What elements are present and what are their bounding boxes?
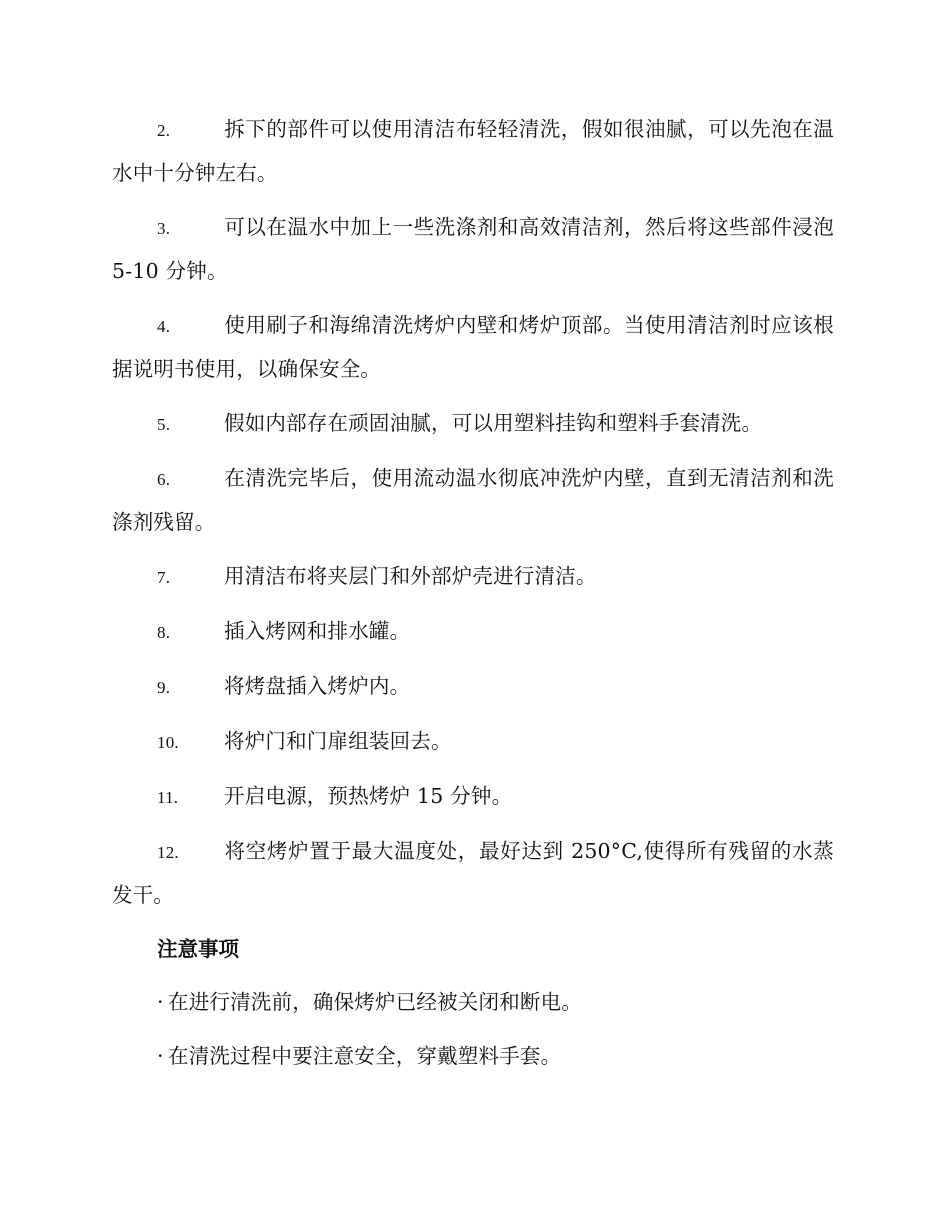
bullet-icon: · <box>157 1044 164 1068</box>
step-number: 6. <box>157 470 171 489</box>
note-item <box>157 1035 834 1078</box>
step-text: 可以在温水中加上一些洗涤剂和高效清洁剂，然后将这些部件浸泡 5-10 分钟。 <box>112 215 834 283</box>
step-number: 9. <box>157 678 171 697</box>
step-number: 12. <box>157 843 179 862</box>
step-text: 插入烤网和排水罐。 <box>224 619 411 643</box>
note-text: 在进行清洗前，确保烤炉已经被关闭和断电。 <box>168 990 582 1014</box>
step-number: 5. <box>157 415 171 434</box>
step-number: 8. <box>157 623 171 642</box>
document-body <box>112 108 834 1089</box>
step-text: 在清洗完毕后，使用流动温水彻底冲洗炉内壁，直到无清洁剂和洗涤剂残留。 <box>112 466 834 534</box>
step-item <box>112 610 834 654</box>
step-text: 将炉门和门扉组装回去。 <box>224 729 452 753</box>
note-text: 在清洗过程中要注意安全，穿戴塑料手套。 <box>168 1044 562 1068</box>
step-text: 将烤盘插入烤炉内。 <box>224 674 411 698</box>
step-item <box>112 402 834 446</box>
step-item <box>112 206 834 293</box>
step-item <box>112 457 834 544</box>
step-item <box>112 665 834 709</box>
notes-heading: 注意事项 <box>157 937 239 961</box>
step-item <box>112 108 834 195</box>
step-item <box>112 304 834 391</box>
note-item <box>157 981 834 1024</box>
step-text: 使用刷子和海绵清洗烤炉内壁和烤炉顶部。当使用清洁剂时应该根据说明书使用，以确保安全。 <box>112 313 834 381</box>
step-item <box>112 555 834 599</box>
step-number: 10. <box>157 733 179 752</box>
step-text: 用清洁布将夹层门和外部炉壳进行清洁。 <box>224 564 597 588</box>
bullet-icon: · <box>157 990 164 1014</box>
step-text: 开启电源，预热烤炉 15 分钟。 <box>224 784 513 808</box>
step-number: 7. <box>157 568 171 587</box>
step-number: 11. <box>157 788 179 807</box>
step-number: 3. <box>157 219 171 238</box>
step-text: 拆下的部件可以使用清洁布轻轻清洗，假如很油腻，可以先泡在温水中十分钟左右。 <box>112 117 834 185</box>
step-item <box>112 775 834 819</box>
step-text: 假如内部存在顽固油腻，可以用塑料挂钩和塑料手套清洗。 <box>224 411 763 435</box>
step-item <box>112 830 834 917</box>
step-item <box>112 720 834 764</box>
step-text: 将空烤炉置于最大温度处，最好达到 250°C,使得所有残留的水蒸发干。 <box>112 839 834 907</box>
step-number: 2. <box>157 121 171 140</box>
step-number: 4. <box>157 317 171 336</box>
